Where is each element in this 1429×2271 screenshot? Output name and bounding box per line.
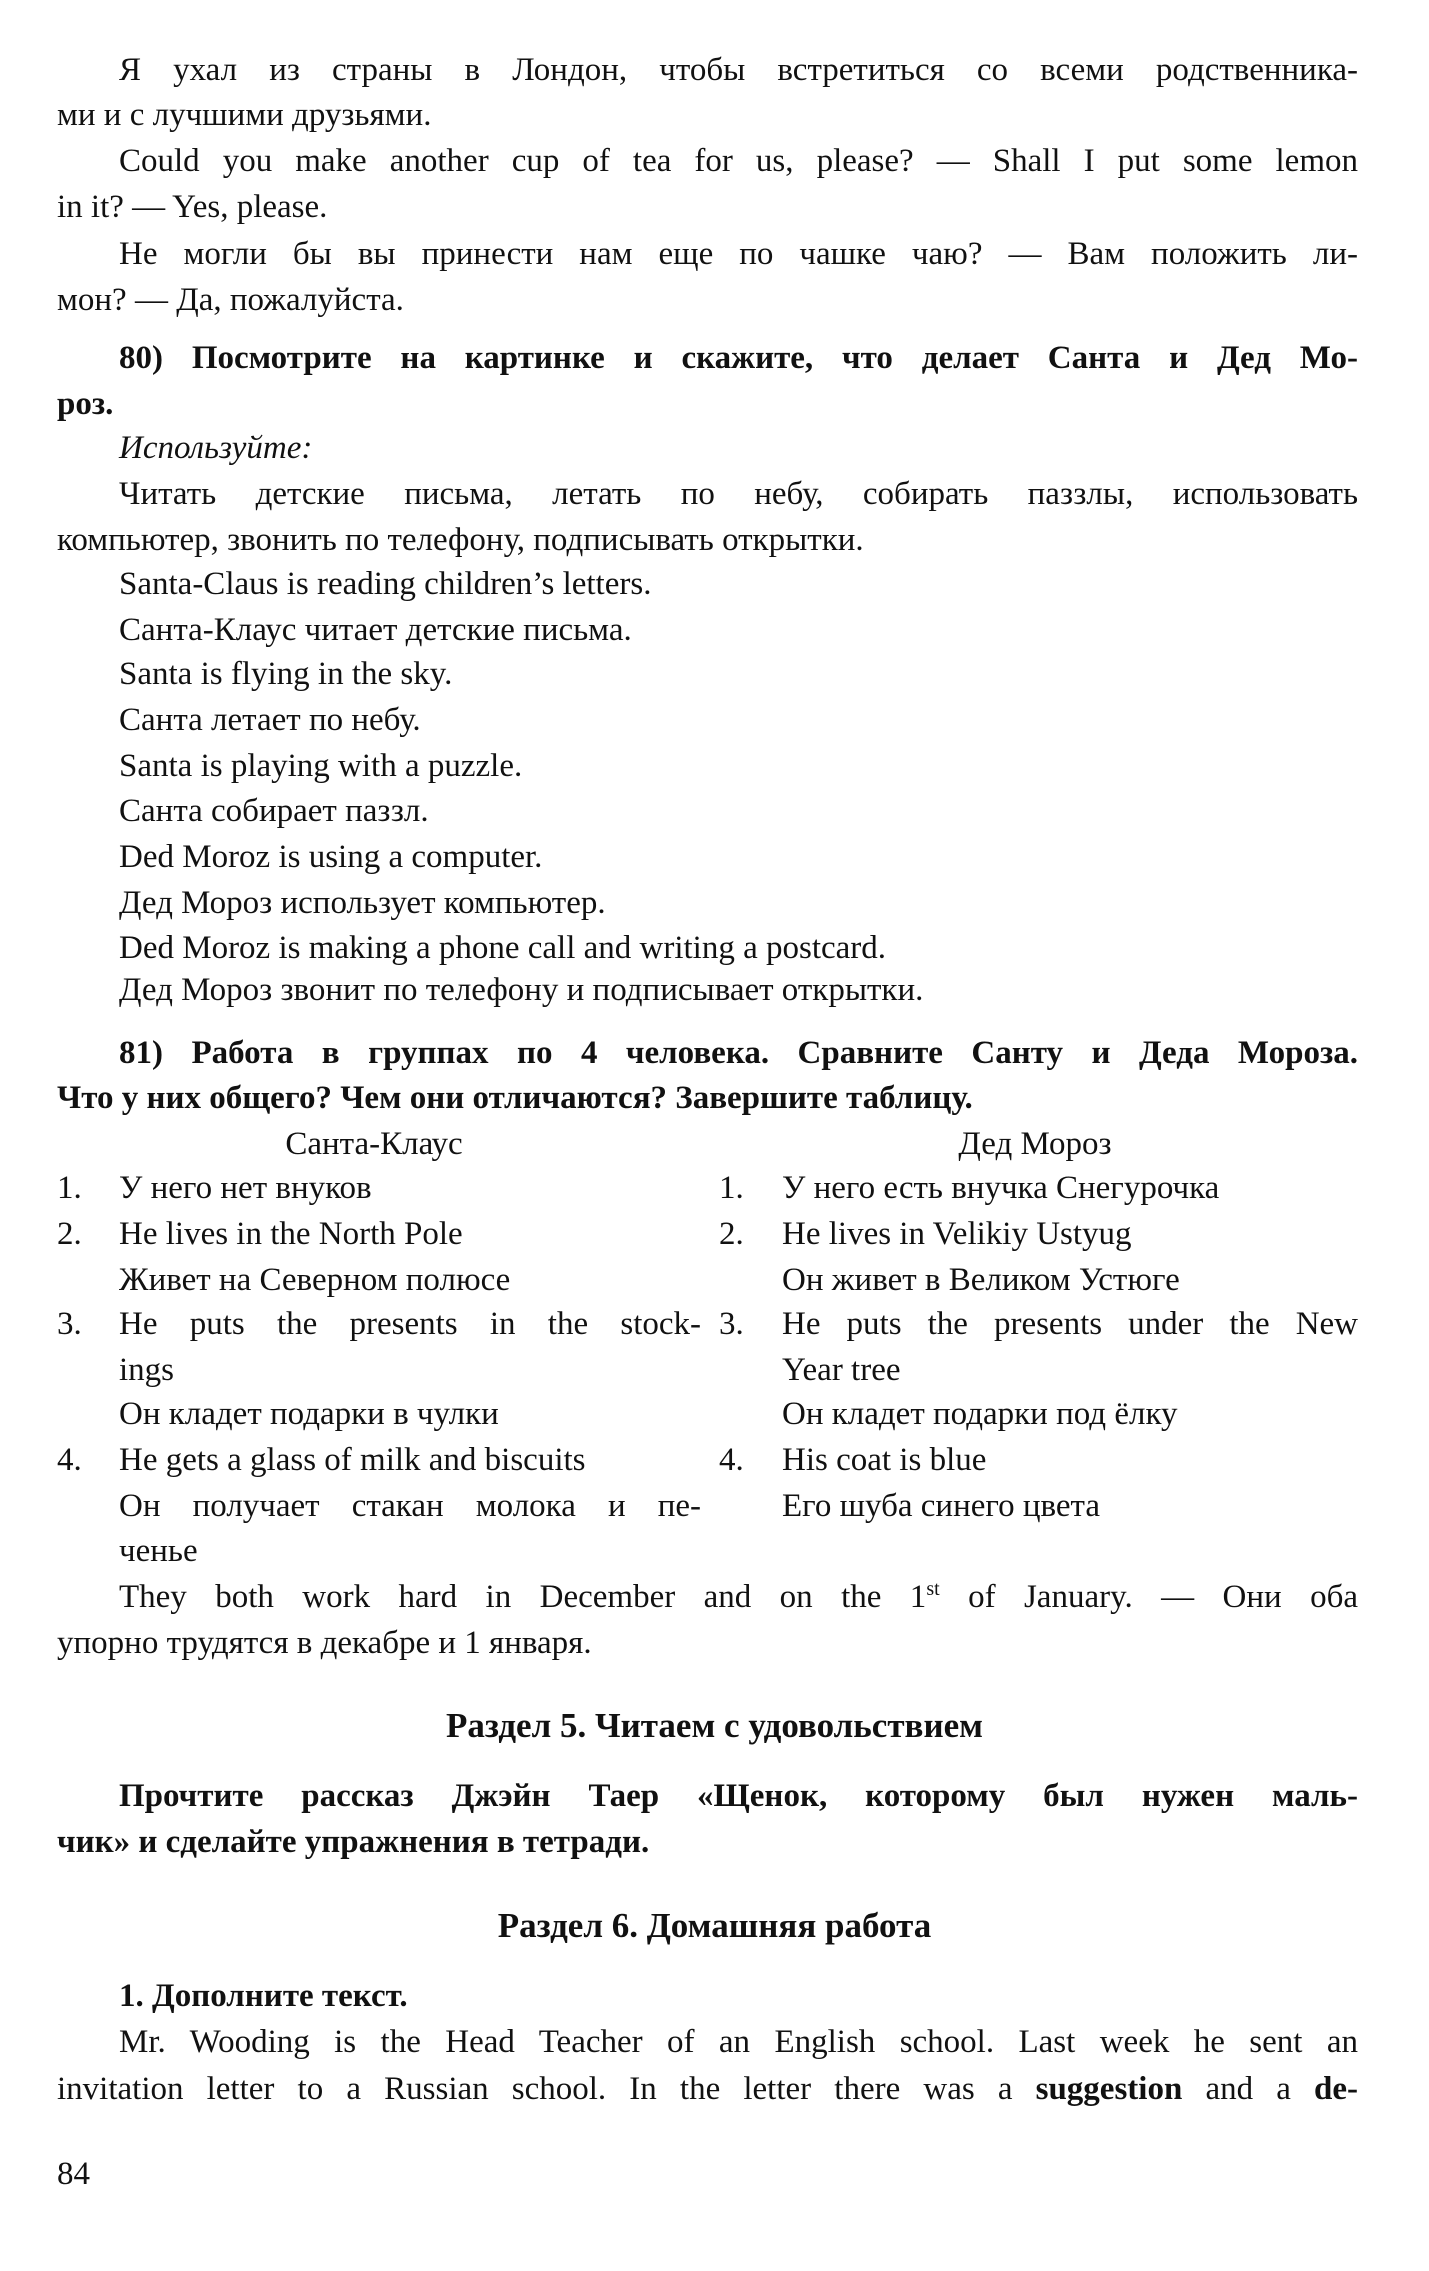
- ordinal-suffix: st: [926, 1578, 940, 1600]
- moroz-cell: Он живет в Великом Устюге: [782, 1262, 1180, 1298]
- answer-line: Santa-Claus is reading children’s letters.: [119, 566, 652, 602]
- intro-line: in it? — Yes, please.: [57, 189, 328, 225]
- answer-line: Дед Мороз использует компьютер.: [119, 885, 606, 921]
- answer-line: Санта собирает паззл.: [119, 793, 429, 829]
- text-part: invitation letter to a Russian school. In the letter there was a: [57, 2071, 1036, 2107]
- word-list: Читать детские письма, летать по небу, собирать паззлы, использовать: [119, 476, 1358, 512]
- santa-cell: Он получает стакан молока и пе-: [119, 1488, 701, 1524]
- intro-line: мон? — Да, пожалуйста.: [57, 282, 404, 318]
- moroz-cell: His coat is blue: [782, 1442, 987, 1478]
- santa-cell: He gets a glass of milk and biscuits: [119, 1442, 586, 1478]
- moroz-cell: He lives in Velikiy Ustyug: [782, 1216, 1132, 1252]
- answer-line: Дед Мороз звонит по телефону и подписывает открытки.: [119, 972, 924, 1008]
- column-header-santa: Санта-Клаус: [285, 1126, 463, 1162]
- row-number: 4.: [719, 1442, 744, 1478]
- santa-cell: Он кладет подарки в чулки: [119, 1396, 499, 1432]
- moroz-cell: У него есть внучка Снегурочка: [782, 1170, 1220, 1206]
- moroz-cell: Он кладет подарки под ёлку: [782, 1396, 1178, 1432]
- exercise-81-title: Что у них общего? Чем они отличаются? Завершите таблицу.: [57, 1080, 973, 1116]
- answer-line: Ded Moroz is using a computer.: [119, 839, 543, 875]
- section-5-task: чик» и сделайте упражнения в тетради.: [57, 1824, 650, 1860]
- intro-line: Я ухал из страны в Лондон, чтобы встретиться со всеми родственника-: [119, 52, 1358, 88]
- bold-word: de-: [1314, 2071, 1358, 2107]
- section-6-task: 1. Дополните текст.: [119, 1978, 408, 2014]
- intro-line: ми и с лучшими друзьями.: [57, 97, 432, 133]
- exercise-text: [57, 2066, 1358, 2112]
- text-part: and a: [1182, 2071, 1315, 2107]
- row-number: 3.: [57, 1306, 82, 1342]
- row-number: 3.: [719, 1306, 744, 1342]
- answer-line: Санта летает по небу.: [119, 702, 421, 738]
- row-number: 4.: [57, 1442, 82, 1478]
- exercise-text: Mr. Wooding is the Head Teacher of an English school. Last week he sent an: [119, 2024, 1358, 2060]
- answer-line: Ded Moroz is making a phone call and writing a postcard.: [119, 930, 887, 966]
- santa-cell: Живет на Северном полюсе: [119, 1262, 511, 1298]
- santa-cell: ings: [119, 1352, 175, 1388]
- intro-line: Could you make another cup of tea for us, please? — Shall I put some lemon: [119, 143, 1358, 179]
- moroz-cell: Его шуба синего цвета: [782, 1488, 1101, 1524]
- santa-cell: He puts the presents in the stock-: [119, 1306, 701, 1342]
- row-number: 2.: [57, 1216, 82, 1252]
- row-number: 1.: [719, 1170, 744, 1206]
- exercise-80-title: роз.: [57, 386, 114, 422]
- section-5-heading: Раздел 5. Читаем с удовольствием: [446, 1706, 983, 1745]
- answer-line: Santa is flying in the sky.: [119, 656, 453, 692]
- bold-word: suggestion: [1035, 2071, 1183, 2107]
- moroz-cell: Year tree: [782, 1352, 901, 1388]
- both-sentence: [119, 1574, 1358, 1620]
- use-label: Используйте:: [119, 430, 313, 466]
- section-5-task: Прочтите рассказ Джэйн Таер «Щенок, которому был нужен маль-: [119, 1778, 1358, 1814]
- row-number: 2.: [719, 1216, 744, 1252]
- santa-cell: У него нет внуков: [119, 1170, 372, 1206]
- both-text: They both work hard in December and on the 1: [119, 1579, 927, 1615]
- exercise-80-title: 80) Посмотрите на картинке и скажите, что делает Санта и Дед Мо-: [119, 340, 1358, 376]
- moroz-cell: He puts the presents under the New: [782, 1306, 1358, 1342]
- exercise-81-title: 81) Работа в группах по 4 человека. Сравните Санту и Деда Мороза.: [119, 1035, 1358, 1071]
- both-text: of January. — Они оба: [939, 1579, 1358, 1615]
- page-number: 84: [57, 2156, 90, 2192]
- both-sentence-line2: упорно трудятся в декабре и 1 января.: [57, 1625, 592, 1661]
- row-number: 1.: [57, 1170, 82, 1206]
- intro-line: Не могли бы вы принести нам еще по чашке чаю? — Вам положить ли-: [119, 236, 1358, 272]
- answer-line: Санта-Клаус читает детские письма.: [119, 612, 632, 648]
- santa-cell: He lives in the North Pole: [119, 1216, 463, 1252]
- santa-cell: ченье: [119, 1533, 198, 1569]
- word-list: компьютер, звонить по телефону, подписывать открытки.: [57, 522, 864, 558]
- column-header-moroz: Дед Мороз: [958, 1126, 1112, 1162]
- section-6-heading: Раздел 6. Домашняя работа: [497, 1906, 932, 1945]
- answer-line: Santa is playing with a puzzle.: [119, 748, 523, 784]
